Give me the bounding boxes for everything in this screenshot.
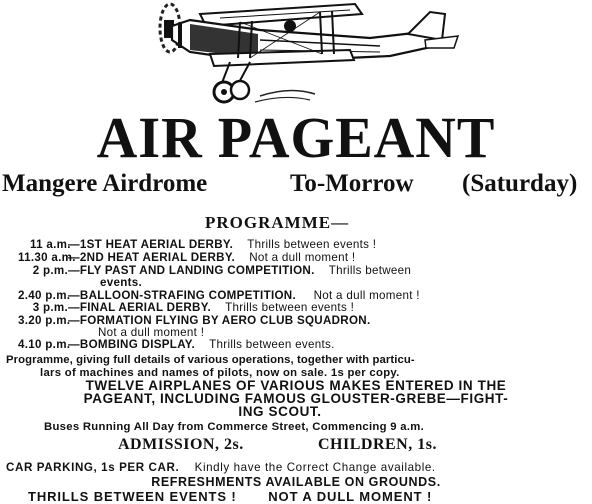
event-note: Thrills between [328,264,412,277]
event-row [18,251,355,264]
refreshments-note: REFRESHMENTS AVAILABLE ON GROUNDS. [151,475,441,489]
event-time: 3 p.m. [32,301,68,314]
event-note: Thrills between events ! [225,301,355,314]
event-row [30,238,376,251]
event-row [18,338,335,351]
event-text: —BALLOON-STRAFING COMPETITION. [68,289,296,302]
event-text: —BOMBING DISPLAY. [68,338,196,351]
event-note: Not a dull moment ! [249,251,356,264]
thrills-slogan: THRILLS BETWEEN EVENTS ! [28,489,237,504]
event-note: Thrills between events. [209,338,335,351]
event-note: Not a dull moment ! [313,289,420,302]
event-time: 4.10 p.m. [18,338,71,351]
buses-note: Buses Running All Day from Commerce Street, Commencing 9 a.m. [44,421,425,433]
event-note: Thrills between events ! [247,238,377,251]
page-title: AIR PAGEANT [96,105,496,170]
footer-slogans [28,490,432,503]
parking-note [6,461,436,474]
dull-slogan: NOT A DULL MOMENT ! [268,489,433,504]
day-label: (Saturday) [462,170,578,197]
admission-adults: ADMISSION, 2s. [118,436,244,453]
biplane-icon [140,0,460,108]
event-time: 11.30 a.m. [18,251,76,264]
event-time: 3.20 p.m. [18,314,71,327]
event-continuation: events. [100,276,143,289]
event-row [30,301,354,314]
event-row [30,264,411,277]
airplanes-note: ING SCOUT. [238,404,322,419]
programme-heading: PROGRAMME— [205,213,350,232]
airplanes-note: PAGEANT, INCLUDING FAMOUS GLOUSTER-GREBE—FIGHT- [83,391,509,406]
event-time: 2 p.m. [32,264,68,277]
event-text: —1ST HEAT AERIAL DERBY. [68,238,234,251]
event-text: —FLY PAST AND LANDING COMPETITION. [68,264,315,277]
event-text: —FINAL AERIAL DERBY. [68,301,211,314]
event-time: 11 a.m. [30,238,71,251]
admission-children: CHILDREN, 1s. [318,436,437,453]
event-text: —2ND HEAT AERIAL DERBY. [68,251,236,264]
airplanes-note: TWELVE AIRPLANES OF VARIOUS MAKES ENTERED IN THE [85,378,507,393]
programme-note: lars of machines and names of pilots, now on sale. 1s per copy. [40,367,400,379]
event-time: 2.40 p.m. [18,289,71,302]
event-text: —FORMATION FLYING BY AERO CLUB SQUADRON. [68,314,371,327]
change-note: Kindly have the Correct Change available. [194,461,436,474]
location-label: Mangere Airdrome [2,170,208,197]
parking-price: CAR PARKING, 1s PER CAR. [6,461,180,474]
event-continuation: Not a dull moment ! [98,326,205,339]
programme-note: Programme, giving full details of various operations, together with particu- [6,354,415,366]
when-label: To-Morrow [290,170,414,197]
